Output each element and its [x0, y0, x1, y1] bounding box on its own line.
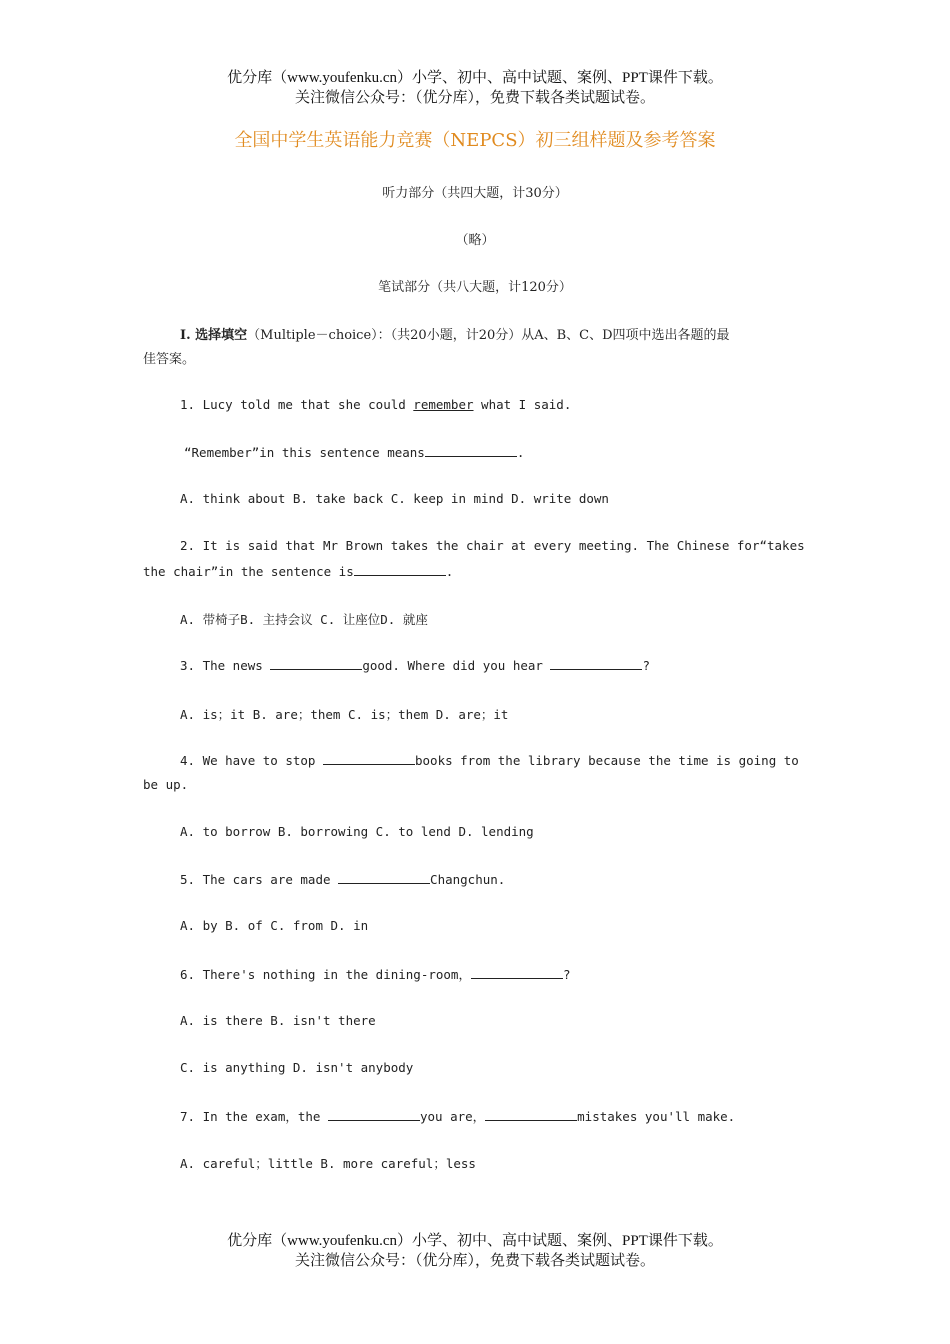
q7-options: A. careful；little B. more careful；less: [180, 1156, 476, 1171]
q7-text-post: mistakes you'll make.: [577, 1109, 736, 1124]
q6-text-pre: 6. There's nothing in the dining-room，: [180, 967, 471, 982]
answer-blank[interactable]: [338, 871, 430, 884]
q1-underlined-word: remember: [413, 397, 474, 412]
section-1-heading: [180, 324, 730, 343]
q2-text-pre: the chair”in the sentence is: [143, 564, 354, 579]
q3-options: A. is；it B. are；them C. is；them D. are；it: [180, 707, 509, 722]
q4-text-post: books from the library because the time is going to: [415, 753, 799, 768]
question-3: [180, 657, 650, 673]
q7-text-mid: you are，: [419, 1109, 486, 1124]
q3-text-pre: 3. The news: [180, 658, 271, 673]
question-1: [180, 397, 571, 412]
q1b-text-post: .: [516, 445, 525, 460]
q4-text-pre: 4. We have to stop: [180, 753, 323, 768]
question-1-b: [184, 444, 524, 460]
q5-text-pre: 5. The cars are made: [180, 872, 339, 887]
q1-text-post: what I said.: [473, 397, 572, 412]
footer-line-1: 优分库（www.youfenku.cn）小学、初中、高中试题、案例、PPT课件下载。: [227, 1233, 723, 1249]
answer-blank[interactable]: [425, 444, 517, 457]
question-7: [180, 1107, 735, 1125]
listening-heading: 听力部分（共四大题，计30分）: [382, 186, 568, 201]
q1-text-pre: 1. Lucy told me that she could: [180, 397, 414, 412]
question-6: [180, 965, 570, 983]
question-4-line-1: [180, 752, 799, 768]
listening-note: （略）: [455, 233, 495, 248]
document-title: 全国中学生英语能力竞赛（NEPCS）初三组样题及参考答案: [234, 130, 716, 151]
question-4-line-2: be up.: [143, 777, 189, 792]
q1b-text-pre: “Remember”in this sentence means: [184, 445, 425, 460]
q5-text-post: Changchun.: [430, 872, 506, 887]
header-line-1: 优分库（www.youfenku.cn）小学、初中、高中试题、案例、PPT课件下载。: [227, 70, 723, 86]
header-line-2: 关注微信公众号：（优分库），免费下载各类试题试卷。: [294, 90, 655, 106]
answer-blank[interactable]: [270, 657, 362, 670]
question-2-line-1: 2. It is said that Mr Brown takes the chair at every meeting. The Chinese for“takes: [180, 538, 805, 553]
answer-blank[interactable]: [354, 563, 446, 576]
answer-blank[interactable]: [323, 752, 415, 765]
q6-options-b: C. is anything D. isn't anybody: [180, 1060, 414, 1075]
question-2-line-2: [143, 563, 453, 579]
q1-options: A. think about B. take back C. keep in mind D. write down: [180, 491, 609, 506]
q4-options: A. to borrow B. borrowing C. to lend D. lending: [180, 824, 534, 839]
section-1-instructions-cont: 佳答案。: [143, 352, 196, 367]
q7-text-pre: 7. In the exam，the: [180, 1109, 328, 1124]
answer-blank[interactable]: [485, 1108, 577, 1121]
section-1-instructions: （Multiple－choice）：（共20小题，计20分）从A、B、C、D四项中选出各题的最: [247, 328, 730, 343]
answer-blank[interactable]: [328, 1108, 420, 1121]
q6-options-a: A. is there B. isn't there: [180, 1013, 376, 1028]
footer-line-2: 关注微信公众号：（优分库），免费下载各类试题试卷。: [294, 1253, 655, 1269]
q3-text-post: ?: [642, 658, 650, 673]
q5-options: A. by B. of C. from D. in: [180, 918, 369, 933]
q6-text-post: ?: [562, 967, 571, 982]
section-1-label: I. 选择填空: [180, 328, 248, 343]
q2-text-post: .: [445, 564, 454, 579]
answer-blank[interactable]: [471, 966, 563, 979]
q2-options: A. 带椅子B. 主持会议 C. 让座位D. 就座: [180, 612, 428, 627]
question-5: [180, 871, 505, 887]
written-heading: 笔试部分（共八大题，计120分）: [378, 280, 572, 295]
q3-text-mid: good. Where did you hear: [362, 658, 551, 673]
answer-blank[interactable]: [550, 657, 642, 670]
